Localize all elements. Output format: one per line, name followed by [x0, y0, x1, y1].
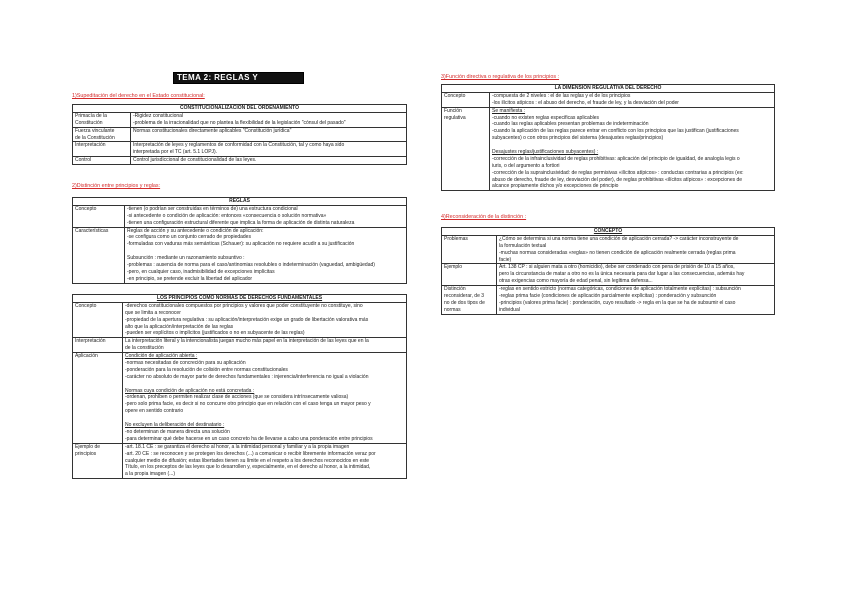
content-line: alto que la aplicación/interpretación de las reglas	[125, 323, 234, 330]
blank-line	[125, 415, 404, 422]
content-line: -cuando las reglas aplicables presentan problemas de indeterminación	[492, 121, 649, 128]
content-line: -problemas : ausencia de norma para el caso/antinomias resolubles o indeterminación (vaguedad, ambigüedad)	[127, 262, 375, 269]
subheading-line: No excluyen la deliberación del destinatario :	[125, 422, 225, 429]
row-label	[442, 92, 490, 107]
content-line: la formulación textual	[499, 242, 547, 249]
table-row	[73, 302, 407, 337]
row-label	[442, 235, 497, 264]
content-line: a la propia imagen (...)	[125, 471, 176, 478]
row-content	[131, 112, 407, 127]
section-1-heading: 1)Supeditación del derecho en el Estado constitucional:	[72, 93, 205, 99]
content-line: -reglas en sentido estricto (normas categóricas, condiciones de aplicación totalmente explícitas) : subsunción	[499, 286, 741, 293]
row-label-line: Constitución	[75, 119, 103, 126]
content-line: -Rigidez constitucional	[133, 112, 184, 119]
content-line: -ordenan, prohíben o permiten realizar clase de acciones (que se considera intrínsecamente valiosa)	[125, 394, 349, 401]
row-label-line: no de dos tipos de	[444, 299, 485, 306]
table-row	[442, 286, 775, 315]
row-label-line: Problemas	[444, 235, 468, 242]
content-line: -carácter no absoluto de mayor parte de derechos fundamentales : injerencia/interferencia no igual a violación	[125, 373, 369, 380]
table-title: CONCEPTO	[442, 228, 775, 236]
table-title: CONSTITUCIONALIZACIÓN DEL ORDENAMIENTO	[73, 105, 407, 113]
row-content	[131, 142, 407, 157]
content-line: -cuando no existen reglas especificas aplicables	[492, 114, 600, 121]
row-content	[490, 92, 775, 107]
content-line: iuris, o del argumento a fortiori	[492, 162, 560, 169]
content-line: -cuando la aplicación de las reglas parece entrar en conflicto con los principios que las justifican (justificaciones	[492, 128, 739, 135]
reglas-table	[72, 197, 407, 284]
row-content	[131, 127, 407, 142]
content-line: -art. 20 CE : se reconocen y se protegen los derechos (...) a comunicar o recibir libremente información veraz por	[125, 450, 376, 457]
row-content	[497, 286, 775, 315]
row-label-line: principios	[75, 450, 97, 457]
content-line: que se limita a reconocer	[125, 309, 181, 316]
table-row	[442, 264, 775, 286]
section-4-heading: 4)Reconsideración de la distinción :	[441, 214, 527, 220]
content-line: La interpretación literal y la intencionalista juegan mucho más papel en la interpretación de las leyes que en la	[125, 338, 369, 345]
content-line: -los ilícitos atípicos : el abuso del derecho, el fraude de ley, y la desviación del poder	[492, 99, 679, 106]
content-line: de la constitución	[125, 345, 164, 352]
table-row	[442, 235, 775, 264]
page-title: TEMA 2: REGLAS Y PRINCIPIOS	[173, 72, 304, 84]
row-content	[125, 205, 407, 227]
content-line: abuso de derecho, fraude de ley, desviación del poder), de reglas prohibitivas «ilícitos atípicos» : excepciones de	[492, 176, 743, 183]
content-line: Art. 138 CP : si alguien mata a otro (homicidio), debe ser condenado con pena de prisión de 10 a 15 años,	[499, 264, 735, 271]
table-row	[442, 107, 775, 191]
row-content	[123, 302, 407, 337]
row-label	[73, 227, 125, 283]
constitucionalizacion-table	[72, 104, 407, 165]
row-label	[442, 107, 490, 191]
table-row	[73, 157, 407, 165]
content-line: -en principio, se pretende excluir la libertad del aplicador	[127, 275, 253, 282]
row-label-line: Interpretación	[75, 338, 106, 345]
row-label-line: Características	[75, 227, 109, 234]
row-label-line: Primacía de la	[75, 112, 107, 119]
content-line: -art. 18.1 CE : se garantiza el derecho al honor, a la intimidad personal y familiar y a la propia imagen	[125, 443, 350, 450]
content-line: -para determinar qué debe hacerse en un caso concreto ha de llevarse a cabo una ponderación entre principios	[125, 435, 373, 442]
blank-line	[125, 381, 404, 388]
table-row	[73, 205, 407, 227]
row-label-line: Concepto	[75, 302, 97, 309]
table-row	[442, 92, 775, 107]
row-content	[131, 157, 407, 165]
row-label-line: de la Constitución	[75, 134, 115, 141]
row-label	[73, 353, 123, 444]
content-line: interpretada por el TC (art. 5.1 LOPJ).	[133, 149, 218, 156]
row-label	[73, 127, 131, 142]
row-label-line: Función	[444, 107, 462, 114]
table-title: REGLAS	[73, 198, 407, 206]
row-label-line: Interpretación	[75, 142, 106, 149]
content-line: -tienen (o podrían ser construidas en términos de) una estructura condicional	[127, 205, 298, 212]
table-row	[73, 443, 407, 478]
content-line: -propiedad de la apertura regulativa : su aplicación/interpretación exige un grado de libertación valorativa más	[125, 316, 369, 323]
content-line: Título, en los preceptos de las leyes que lo desarrollen y, especialmente, en el derecho al honor, a la intimidad,	[125, 464, 371, 471]
section-3-heading: 3)Función directiva o regulativa de los principios :	[441, 74, 560, 80]
row-label	[73, 205, 125, 227]
row-content	[123, 338, 407, 353]
content-line: -formuladas con vaduras más semánticas (Schauer): su aplicación no requiere acudir a su justificación	[127, 241, 355, 248]
concepto-table	[441, 227, 775, 315]
content-line: -corrección de la infrainclusividad de reglas prohibitivas: aplicación del principio de igualdad, de analogía legis o	[492, 155, 740, 162]
content-line: Subsunción : mediante un razonamiento subsuntivo :	[127, 255, 245, 262]
subheading-line: Desajustes reglas/justificaciones subyacentes) :	[492, 149, 599, 156]
content-line: individual	[499, 306, 520, 313]
row-content	[125, 227, 407, 283]
row-content	[123, 353, 407, 444]
content-line: -pueden ser explícitos o implícitos (justificados o no en subyacente de las reglas)	[125, 330, 305, 337]
content-line: -corrección de la suprainclusividad: de reglas permisivas «ilícitos atípicos» : conductas contrarias a principios (ex:	[492, 169, 744, 176]
content-line: -pero solo prima facie, es decir si no concurre otro principio que en relación con el caso tenga un mayor peso y	[125, 401, 371, 408]
row-label-line: normas	[444, 306, 461, 313]
row-label-line: Ejemplo	[444, 264, 463, 271]
table-row	[73, 112, 407, 127]
content-line: -normas necesitadas de concreción para su aplicación	[125, 360, 246, 367]
content-line: -tienen una configuración estructural diferente que implica la forma de aplicación de distinta naturaleza	[127, 219, 355, 226]
row-content	[497, 235, 775, 264]
row-label-line: regulativa	[444, 114, 466, 121]
row-label	[73, 302, 123, 337]
row-label-line: reconsiderar, de 3	[444, 293, 485, 300]
row-label-line: Distinción	[444, 286, 466, 293]
content-line: subyacentes) o con otros principios del sistema (desajustes reglas/principios)	[492, 135, 664, 142]
content-line: -muchas normas consideradas «reglas» no tienen condición de aplicación realmente cerrada (reglas prima	[499, 249, 736, 256]
table-row	[73, 227, 407, 283]
row-content	[123, 443, 407, 478]
row-label	[73, 338, 123, 353]
row-label	[442, 286, 497, 315]
row-label-line: Fuerza vinculante	[75, 127, 115, 134]
row-content	[497, 264, 775, 286]
subheading-line: Se manifiesta :	[492, 107, 526, 114]
row-content	[490, 107, 775, 191]
content-line: -derechos constitucionales compuestos por principios y valores que poder constituyente no constituye, sino	[125, 302, 363, 309]
content-line: Interpretación de leyes y reglamentos de conformidad con la Constitución, tal y como haya sido	[133, 142, 345, 149]
content-line: Reglas de acción y su antecedente o condición de aplicación:	[127, 227, 264, 234]
row-label-line: Concepto	[75, 205, 97, 212]
table-row	[73, 338, 407, 353]
content-line: -si antecedente o condición de aplicación: entonces «consecuencia o solución normativa»	[127, 212, 327, 219]
content-line: -no determinan de manera directa una solución	[125, 428, 230, 435]
content-line: alcance propiamente dichos y/o excepciones de principio	[492, 183, 619, 190]
table-title: LA DIMENSIÓN REGULATIVA DEL DERECHO	[442, 85, 775, 93]
table-row	[73, 127, 407, 142]
row-label	[73, 443, 123, 478]
content-line: ¿Cómo se determina si una norma tiene una condición de aplicación cerrada? -> carácter inconstruyente de	[499, 235, 739, 242]
principios-table	[72, 294, 407, 479]
subheading-line: Condición de aplicación abierta :	[125, 353, 198, 360]
content-line: pero la circunstancia de matar a otro no es la única necesaria para dar lugar a las consecuencias, además hay	[499, 271, 745, 278]
content-line: -ponderación para la resolución de colisión entre normas constitucionales	[125, 366, 288, 373]
row-label	[73, 157, 131, 165]
content-line: cualquier medio de difusión; estas libertades tienen su límite en el respeto a los derechos reconocidos en este	[125, 457, 370, 464]
row-label-line: Aplicación	[75, 353, 98, 360]
content-line: -problema de la irracionalidad que no plantea la flexibilidad de la legislación "cónsul del pasado"	[133, 119, 346, 126]
subheading-line: Normas cuya condición de aplicación no está concretada :	[125, 387, 255, 394]
row-label	[73, 112, 131, 127]
content-line: otras exigencias como mayoría de edad penal, sin legítima defensa...	[499, 278, 653, 285]
content-line: -pero, en cualquier caso, inadmisibilidad de excepciones implícitas	[127, 268, 275, 275]
table-title: LOS PRINCIPIOS COMO NORMAS DE DERECHOS FUNDAMENTALES	[73, 295, 407, 303]
content-line: facie)	[499, 256, 512, 263]
content-line: opere en sentido contrario	[125, 408, 184, 415]
row-label-line: Control	[75, 157, 92, 164]
row-label-line: Ejemplo de	[75, 443, 101, 450]
content-line: -se configura como un conjunto cerrado de propiedades	[127, 234, 251, 241]
content-line: Control jurisdiccional de constitucionalidad de las leyes.	[133, 157, 257, 164]
content-line: Normas constitucionales directamente aplicables "Constitución jurídica"	[133, 127, 292, 134]
blank-line	[127, 248, 404, 255]
dimension-regulativa-table	[441, 84, 775, 191]
blank-line	[492, 142, 772, 149]
content-line: -principios (valores prima facie) : ponderación, cuyo resultado -> regla en la que se ha de subsumir el caso	[499, 299, 736, 306]
table-row	[73, 353, 407, 444]
row-label-line: Concepto	[444, 92, 466, 99]
row-label	[442, 264, 497, 286]
table-row	[73, 142, 407, 157]
content-line: -compuesta de 2 niveles : el de las reglas y el de los principios	[492, 92, 631, 99]
row-label	[73, 142, 131, 157]
section-2-heading: 2)Distinción entre principios y reglas:	[72, 183, 161, 189]
content-line: -reglas prima facie (condiciones de aplicación parcialmente explícitas) : ponderación y subsunción	[499, 293, 717, 300]
